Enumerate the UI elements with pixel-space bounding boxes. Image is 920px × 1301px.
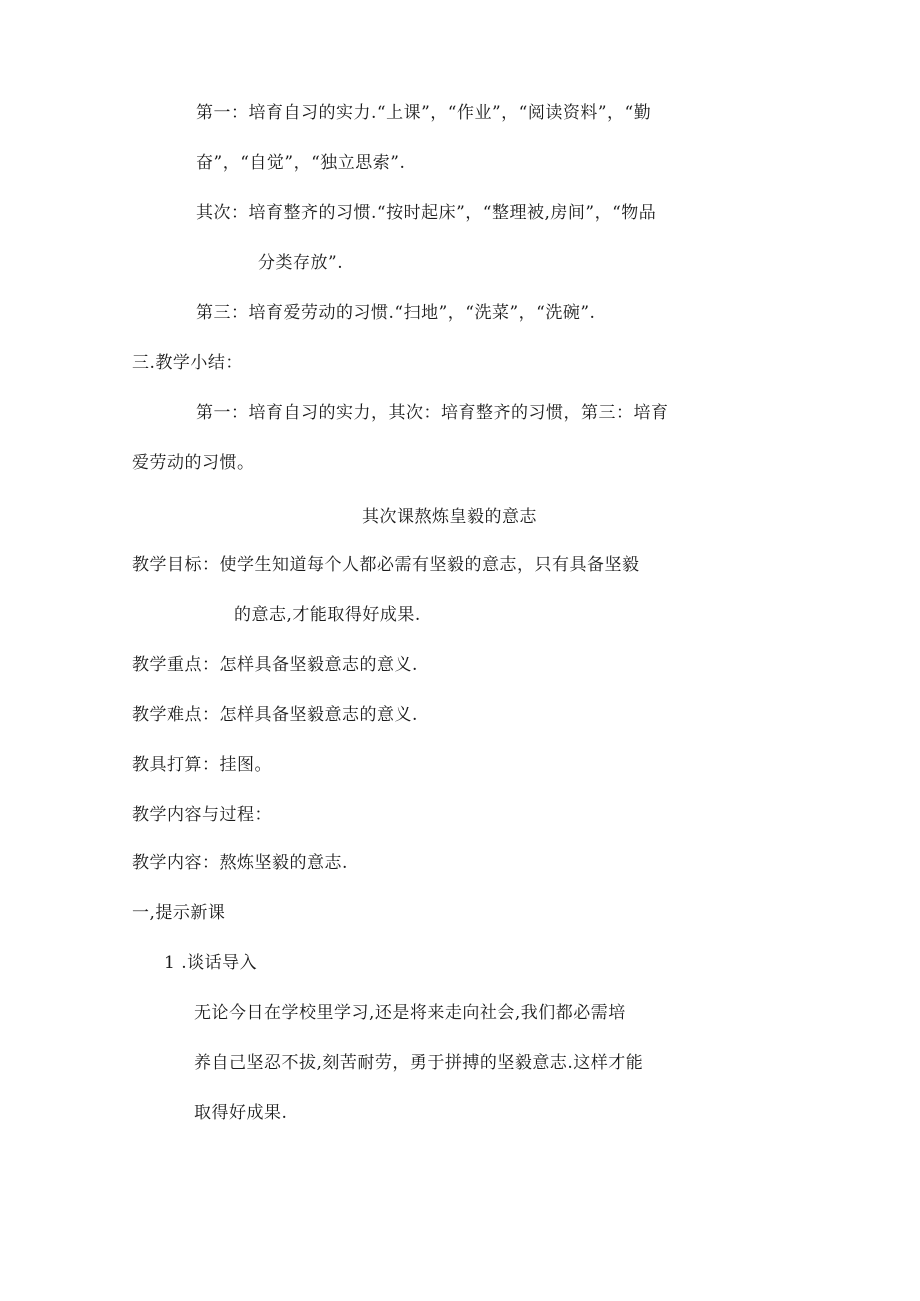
teaching-difficulty: 教学难点：怎样具备坚毅意志的意义. bbox=[132, 705, 418, 725]
teaching-goal: 教学目标：使学生知道每个人都必需有坚毅的意志，只有具备坚毅 bbox=[132, 555, 640, 575]
text-line-5: 第三：培育爱劳动的习惯.“扫地”，“洗菜”，“洗碗”. bbox=[196, 303, 596, 323]
text-line-2: 奋”，“自觉”，“独立思索”. bbox=[196, 153, 406, 173]
lesson-title: 其次课熬炼皇毅的意志 bbox=[362, 507, 537, 527]
teaching-goal-continued: 的意志,才能取得好成果. bbox=[234, 605, 421, 625]
section-heading-summary: 三.教学小结： bbox=[132, 353, 243, 373]
text-line-3: 其次：培育整齐的习惯.“按时起床”，“整理被,房间”，“物品 bbox=[196, 203, 657, 223]
subsection-talk-intro: 1 .谈话导入 bbox=[164, 953, 258, 973]
text-line-4: 分类存放”. bbox=[258, 253, 344, 273]
teaching-aids: 教具打算：挂图。 bbox=[132, 755, 272, 775]
teaching-content: 教学内容：熬炼坚毅的意志. bbox=[132, 853, 348, 873]
text-line-1: 第一：培育自习的实力.“上课”，“作业”，“阅读资料”，“勤 bbox=[196, 103, 652, 123]
content-and-process: 教学内容与过程： bbox=[132, 805, 272, 825]
text-line-7: 第一：培育自习的实力，其次：培育整齐的习惯，第三：培育 bbox=[196, 403, 669, 423]
teaching-focus: 教学重点：怎样具备坚毅意志的意义. bbox=[132, 655, 418, 675]
text-line-20: 养自己坚忍不拔,刻苦耐劳，勇于拼搏的坚毅意志.这样才能 bbox=[194, 1053, 644, 1073]
section-heading-intro: 一,提示新课 bbox=[132, 903, 226, 923]
text-line-21: 取得好成果. bbox=[194, 1103, 288, 1123]
text-line-19: 无论今日在学校里学习,还是将来走向社会,我们都必需培 bbox=[194, 1003, 626, 1023]
text-line-8: 爱劳动的习惯。 bbox=[132, 453, 255, 473]
